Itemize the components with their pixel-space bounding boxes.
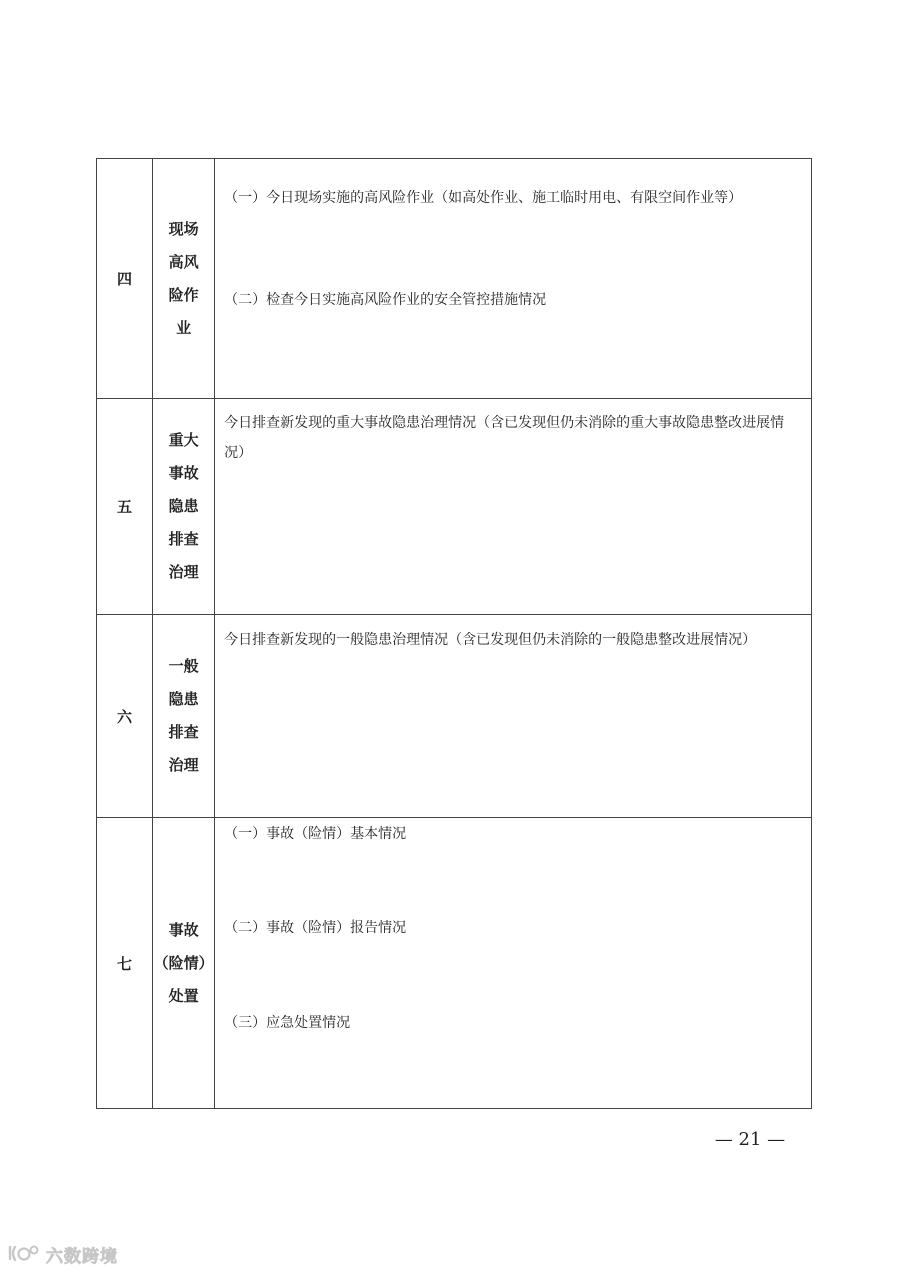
category-line: 一般 <box>168 657 199 675</box>
category-line: 现场 <box>168 219 199 238</box>
report-form-table <box>96 158 812 1109</box>
category-line: 业 <box>176 318 192 337</box>
content-item: （二）事故（险情）报告情况 <box>224 920 407 936</box>
category-line: 治理 <box>168 563 199 581</box>
category-line: 事故 <box>168 464 199 482</box>
category-line: 事故 <box>168 920 199 939</box>
row-content <box>215 399 812 615</box>
category-line: 隐患 <box>168 497 199 515</box>
row-category <box>153 399 215 615</box>
row-category <box>153 615 215 818</box>
category-line: 治理 <box>168 756 199 774</box>
row-number: 七 <box>97 818 153 1109</box>
category-line: （险情） <box>153 953 214 972</box>
content-item: （二）检查今日实施高风险作业的安全管控措施情况 <box>224 292 547 308</box>
content-item: （一）事故（险情）基本情况 <box>224 826 407 842</box>
category-line: 排查 <box>168 723 199 741</box>
row-content <box>215 818 812 1109</box>
category-line: 隐患 <box>168 690 199 708</box>
category-line: 排查 <box>168 530 199 548</box>
table-row <box>97 818 812 1109</box>
row-category <box>153 159 215 399</box>
content-text: 今日排查新发现的重大事故隐患治理情况（含已发现但仍未消除的重大事故隐患整改进展情况） <box>224 415 785 461</box>
table-row <box>97 399 812 615</box>
category-line: 处置 <box>168 986 199 1005</box>
category-line: 高风 <box>168 252 199 271</box>
row-content <box>215 615 812 818</box>
table-row <box>97 159 812 399</box>
table-row <box>97 615 812 818</box>
row-category <box>153 818 215 1109</box>
content-item: （三）应急处置情况 <box>224 1015 351 1031</box>
row-number: 六 <box>97 615 153 818</box>
category-line: 险作 <box>168 285 199 304</box>
category-line: 重大 <box>168 431 199 449</box>
watermark-text: 六数跨境 <box>46 1246 118 1267</box>
content-item: （一）今日现场实施的高风险作业（如高处作业、施工临时用电、有限空间作业等） <box>224 190 743 206</box>
content-text: 今日排查新发现的一般隐患治理情况（含已发现但仍未消除的一般隐患整改进展情况） <box>224 632 757 648</box>
row-number: 四 <box>97 159 153 399</box>
row-number: 五 <box>97 399 153 615</box>
watermark <box>6 1241 118 1267</box>
page-number: — 21 — <box>714 1129 786 1150</box>
brand-logo-icon <box>6 1243 42 1265</box>
row-content <box>215 159 812 399</box>
